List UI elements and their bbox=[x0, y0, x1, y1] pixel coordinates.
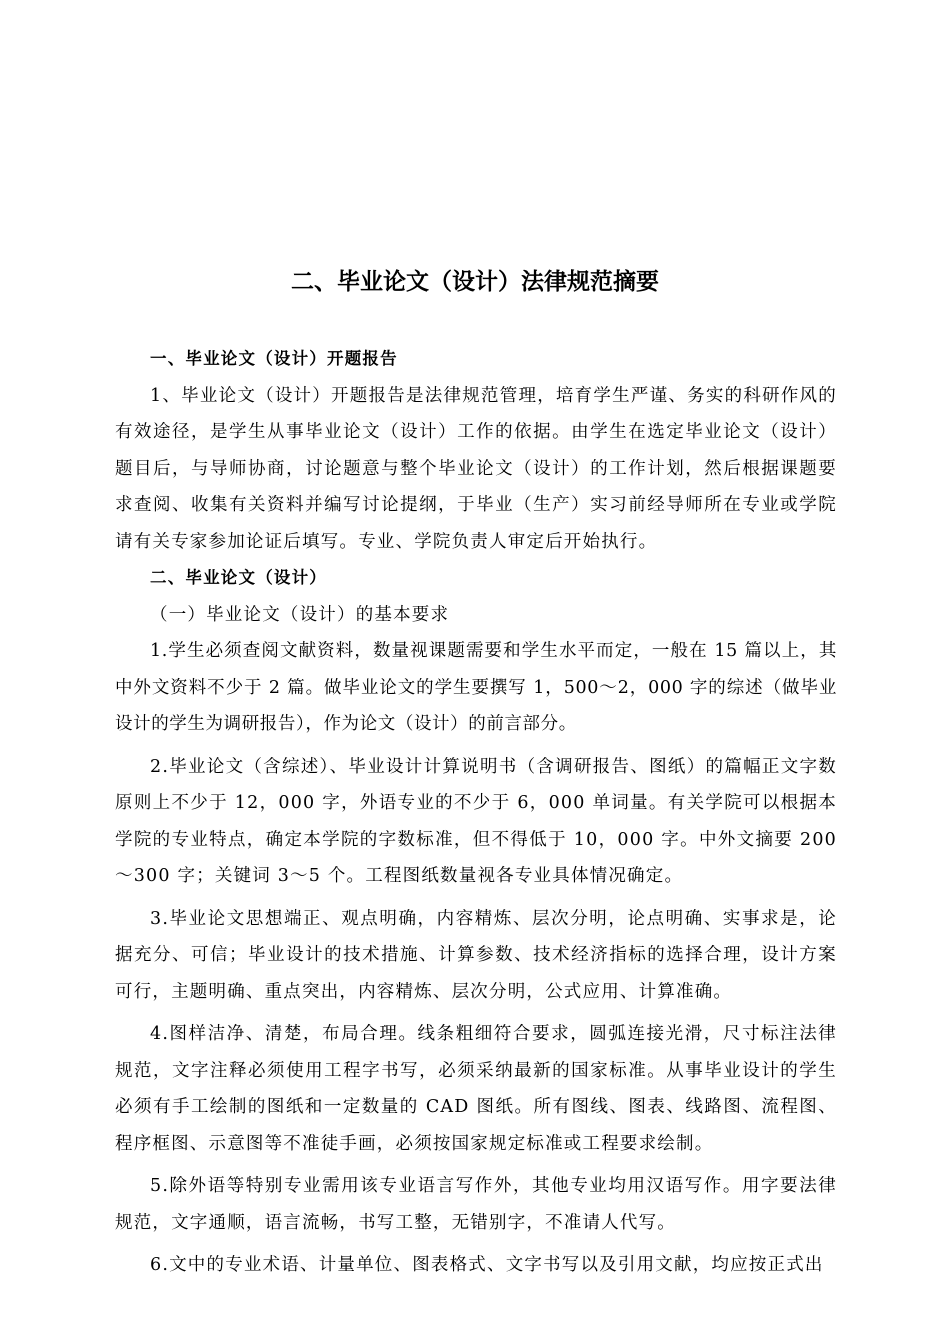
requirement-item-1: 1.学生必须查阅文献资料，数量视课题需要和学生水平而定，一般在 15 篇以上，其中外文资料不少于 2 篇。做毕业论文的学生要撰写 1，500～2，000 字的综述（做毕业设计的学生为调研报告），作为论文（设计）的前言部分。 bbox=[115, 641, 837, 734]
section-2-heading: 二、毕业论文（设计） bbox=[150, 568, 327, 587]
requirement-item-2: 2.毕业论文（含综述）、毕业设计计算说明书（含调研报告、图纸）的篇幅正文字数原则上不少于 12，000 字，外语专业的不少于 6，000 单词量。有关学院可以根据本学院的专业特点，确定本学院的字数标准，但不得低于 10，000 字。中外文摘要 200～300 字；关键词 3～5 个。工程图纸数量视各专业具体情况确定。 bbox=[115, 756, 837, 886]
requirement-item-6: 6.文中的专业术语、计量单位、图表格式、文字书写以及引用文献，均应按正式出 bbox=[150, 1255, 824, 1275]
requirement-item-5: 5.除外语等特别专业需用该专业语言写作外，其他专业均用汉语写作。用字要法律规范，文字通顺，语言流畅，书写工整，无错别字，不准请人代写。 bbox=[115, 1176, 837, 1233]
section-1 bbox=[115, 341, 837, 560]
section-1-paragraph-1: 1、毕业论文（设计）开题报告是法律规范管理，培育学生严谨、务实的科研作风的有效途径，是学生从事毕业论文（设计）工作的依据。由学生在选定毕业论文（设计）题目后，与导师协商，讨论题意与整个毕业论文（设计）的工作计划，然后根据课题要求查阅、收集有关资料并编写讨论提纲，于毕业（生产）实习前经导师所在专业或学院请有关专家参加论证后填写。专业、学院负责人审定后开始执行。 bbox=[115, 385, 837, 552]
section-2 bbox=[115, 560, 837, 1284]
page-title: 二、毕业论文（设计）法律规范摘要 bbox=[291, 269, 659, 295]
section-2-subheading: （一）毕业论文（设计）的基本要求 bbox=[150, 604, 450, 625]
section-1-heading: 一、毕业论文（设计）开题报告 bbox=[150, 349, 398, 368]
requirement-item-3: 3.毕业论文思想端正、观点明确，内容精炼、层次分明，论点明确、实事求是，论据充分、可信；毕业设计的技术措施、计算参数、技术经济指标的选择合理，设计方案可行，主题明确、重点突出，内容精炼、层次分明，公式应用、计算准确。 bbox=[115, 908, 837, 1002]
requirement-item-4: 4.图样洁净、清楚，布局合理。线条粗细符合要求，圆弧连接光滑，尺寸标注法律规范，文字注释必须使用工程字书写，必须采纳最新的国家标准。从事毕业设计的学生必须有手工绘制的图纸和一定数量的 CAD 图纸。所有图线、图表、线路图、流程图、程序框图、示意图等不准徒手画，必须按国家规定标准或工程要求绘制。 bbox=[115, 1024, 837, 1154]
